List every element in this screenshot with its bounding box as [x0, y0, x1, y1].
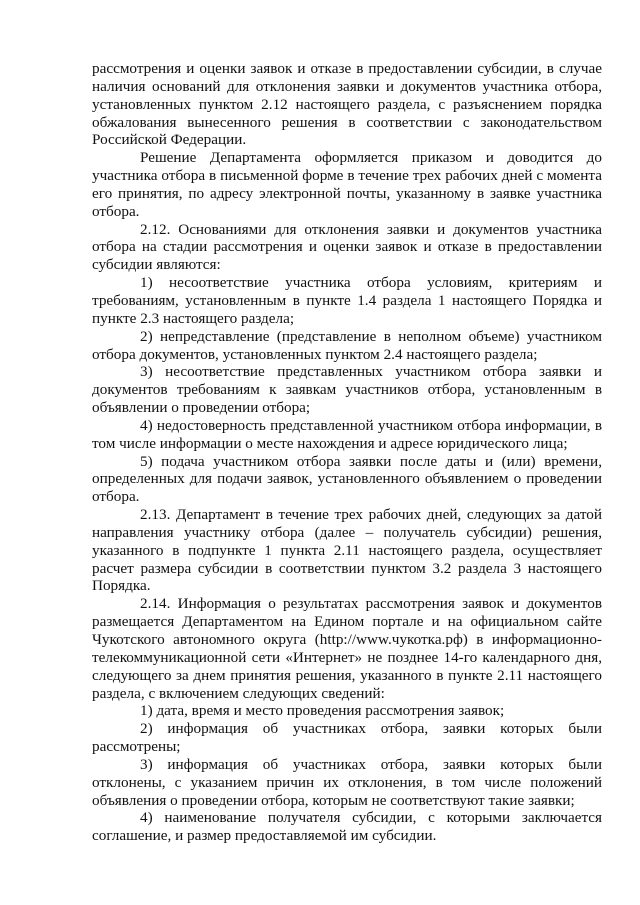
paragraph-2-12-heading: 2.12. Основаниями для отклонения заявки и документов участника отбора на стадии рассмотрения и оценки заявок и отказе в предоставлении субсидии являются:	[92, 220, 602, 274]
paragraph-decision-notice: Решение Департамента оформляется приказом и доводится до участника отбора в письменной форме в течение трех рабочих дней с момента его принятия, по адресу электронной почты, указанному в заявке участника отбора.	[92, 149, 602, 220]
list-item-2-12-5: 5) подача участником отбора заявки после даты и (или) времени, определенных для подачи заявок, установленного объявлением о проведении отбора.	[92, 452, 602, 506]
list-item-2-14-4: 4) наименование получателя субсидии, с которыми заключается соглашение, и размер предоставляемой им субсидии.	[92, 809, 602, 845]
list-item-2-12-3: 3) несоответствие представленных участником отбора заявки и документов требованиям к заявкам участников отбора, установленным в объявлении о проведении отбора;	[92, 363, 602, 417]
list-item-2-12-2: 2) непредставление (представление в неполном объеме) участником отбора документов, установленных пунктом 2.4 настоящего раздела;	[92, 327, 602, 363]
list-item-2-12-4: 4) недостоверность представленной участником отбора информации, в том числе информации о месте нахождения и адресе юридического лица;	[92, 416, 602, 452]
paragraph-continuation: рассмотрения и оценки заявок и отказе в предоставлении субсидии, в случае наличия оснований для отклонения заявки и документов участника отбора, установленных пунктом 2.12 настоящего раздела, с разъяснением порядка обжалования вынесенного решения в соответствии с законодательством Российской Федерации.	[92, 60, 602, 149]
list-item-2-14-2: 2) информация об участниках отбора, заявки которых были рассмотрены;	[92, 720, 602, 756]
paragraph-2-14: 2.14. Информация о результатах рассмотрения заявок и документов размещается Департаментом на Едином портале и на официальном сайте Чукотского автономного округа (http://www.чукотка.рф) в информационно-телекоммуникационной сети «Интернет» не позднее 14-го календарного дня, следующего за днем принятия решения, указанного в пункте 2.11 настоящего раздела, с включением следующих сведений:	[92, 595, 602, 702]
paragraph-2-13: 2.13. Департамент в течение трех рабочих дней, следующих за датой направления участнику отбора (далее – получатель субсидии) решения, указанного в подпункте 1 пункта 2.11 настоящего раздела, осуществляет расчет размера субсидии в соответствии пунктом 3.2 раздела 3 настоящего Порядка.	[92, 506, 602, 595]
document-page	[92, 60, 602, 845]
list-item-2-12-1: 1) несоответствие участника отбора условиям, критериям и требованиям, установленным в пункте 1.4 раздела 1 настоящего Порядка и пункте 2.3 настоящего раздела;	[92, 274, 602, 327]
list-item-2-14-3: 3) информация об участниках отбора, заявки которых были отклонены, с указанием причин их отклонения, в том числе положений объявления о проведении отбора, которым не соответствуют такие заявки;	[92, 755, 602, 809]
list-item-2-14-1: 1) дата, время и место проведения рассмотрения заявок;	[140, 702, 505, 720]
